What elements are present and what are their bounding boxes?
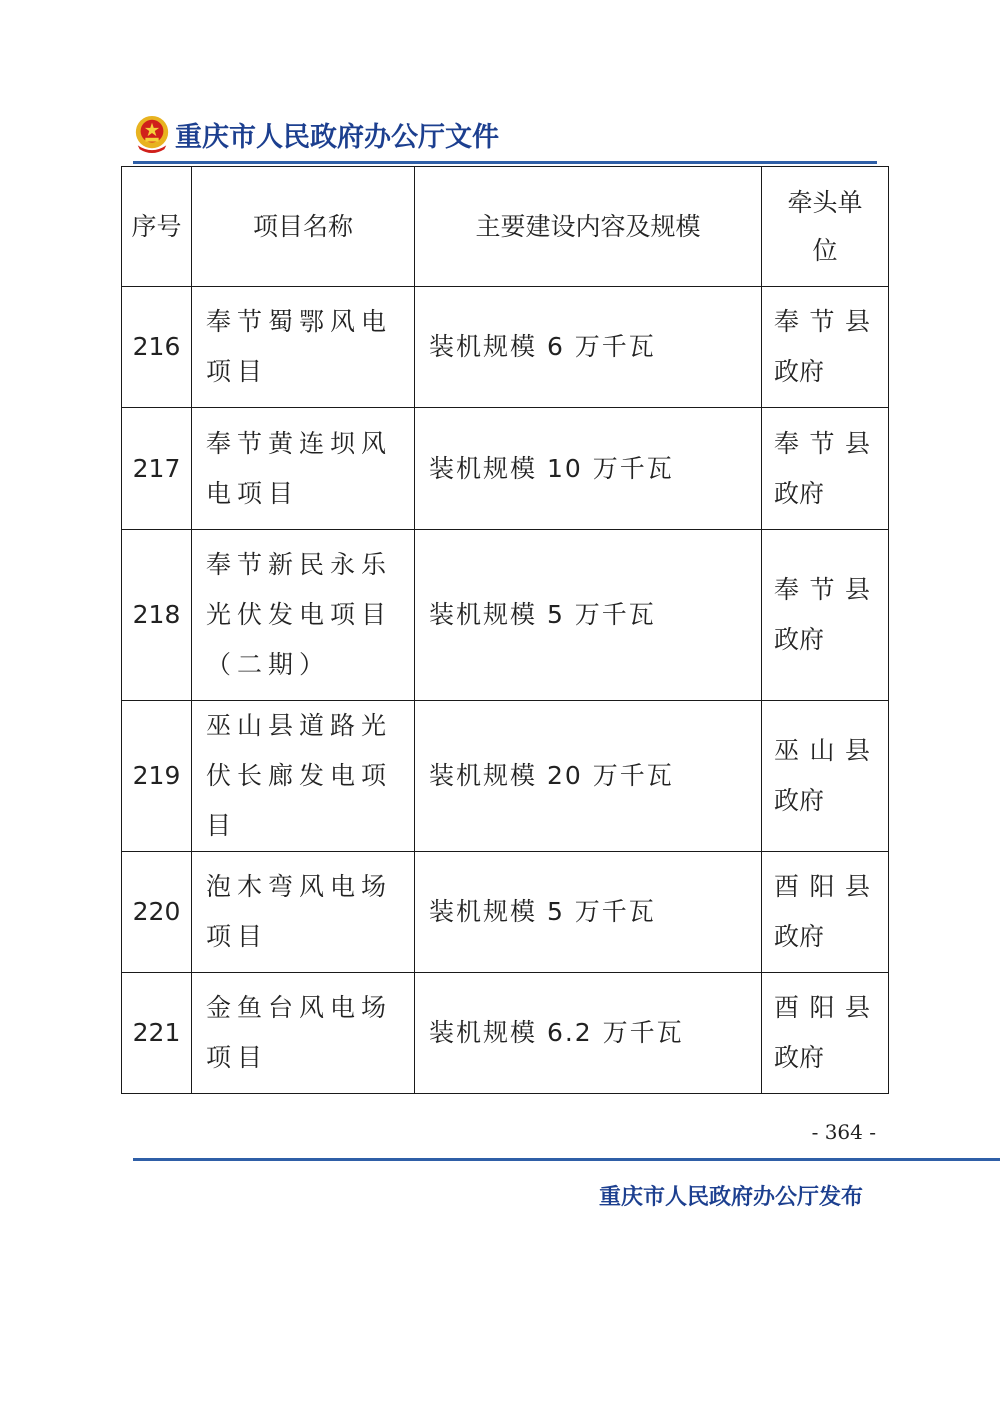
row-content: 装机规模 6 万千瓦 [415, 287, 762, 408]
footer-divider [133, 1158, 1000, 1161]
row-content: 装机规模 5 万千瓦 [415, 852, 762, 973]
row-project-name: 泡木弯风电场项目 [192, 852, 415, 973]
project-table [121, 166, 889, 1094]
column-header-org [762, 167, 889, 287]
footer-publisher: 重庆市人民政府办公厅发布 [598, 1184, 863, 1210]
column-header-name: 项目名称 [192, 167, 415, 287]
row-number: 217 [122, 408, 192, 530]
row-content: 装机规模 20 万千瓦 [415, 701, 762, 852]
column-header-org-line: 牵头单 [787, 187, 863, 217]
row-project-name: 奉节黄连坝风电项目 [192, 408, 415, 530]
column-header-org-line: 位 [812, 235, 838, 265]
row-number: 218 [122, 530, 192, 701]
row-number: 219 [122, 701, 192, 852]
national-emblem-icon [133, 113, 171, 155]
column-header-number: 序号 [122, 167, 192, 287]
row-number: 216 [122, 287, 192, 408]
row-lead-org: 奉 节 县 政府 [762, 530, 889, 701]
document-header [133, 112, 499, 156]
table-row [122, 408, 889, 530]
row-project-name: 巫山县道路光伏长廊发电项目 [192, 701, 415, 852]
row-project-name: 奉节新民永乐光伏发电项目（二期） [192, 530, 415, 701]
row-lead-org: 奉 节 县 政府 [762, 408, 889, 530]
row-lead-org: 酉 阳 县 政府 [762, 852, 889, 973]
row-lead-org: 奉 节 县 政府 [762, 287, 889, 408]
row-project-name: 奉节蜀鄂风电项目 [192, 287, 415, 408]
row-project-name: 金鱼台风电场项目 [192, 973, 415, 1094]
table-row [122, 701, 889, 852]
row-number: 220 [122, 852, 192, 973]
table-row [122, 973, 889, 1094]
column-header-content: 主要建设内容及规模 [415, 167, 762, 287]
row-content: 装机规模 6.2 万千瓦 [415, 973, 762, 1094]
page-number: - 364 - [811, 1120, 876, 1144]
row-lead-org: 酉 阳 县 政府 [762, 973, 889, 1094]
row-lead-org: 巫 山 县 政府 [762, 701, 889, 852]
header-title: 重庆市人民政府办公厅文件 [175, 121, 499, 153]
row-content: 装机规模 5 万千瓦 [415, 530, 762, 701]
header-divider [133, 161, 877, 164]
table-row [122, 287, 889, 408]
row-content: 装机规模 10 万千瓦 [415, 408, 762, 530]
row-number: 221 [122, 973, 192, 1094]
table-header-row [122, 167, 889, 287]
table-row [122, 852, 889, 973]
table-row [122, 530, 889, 701]
